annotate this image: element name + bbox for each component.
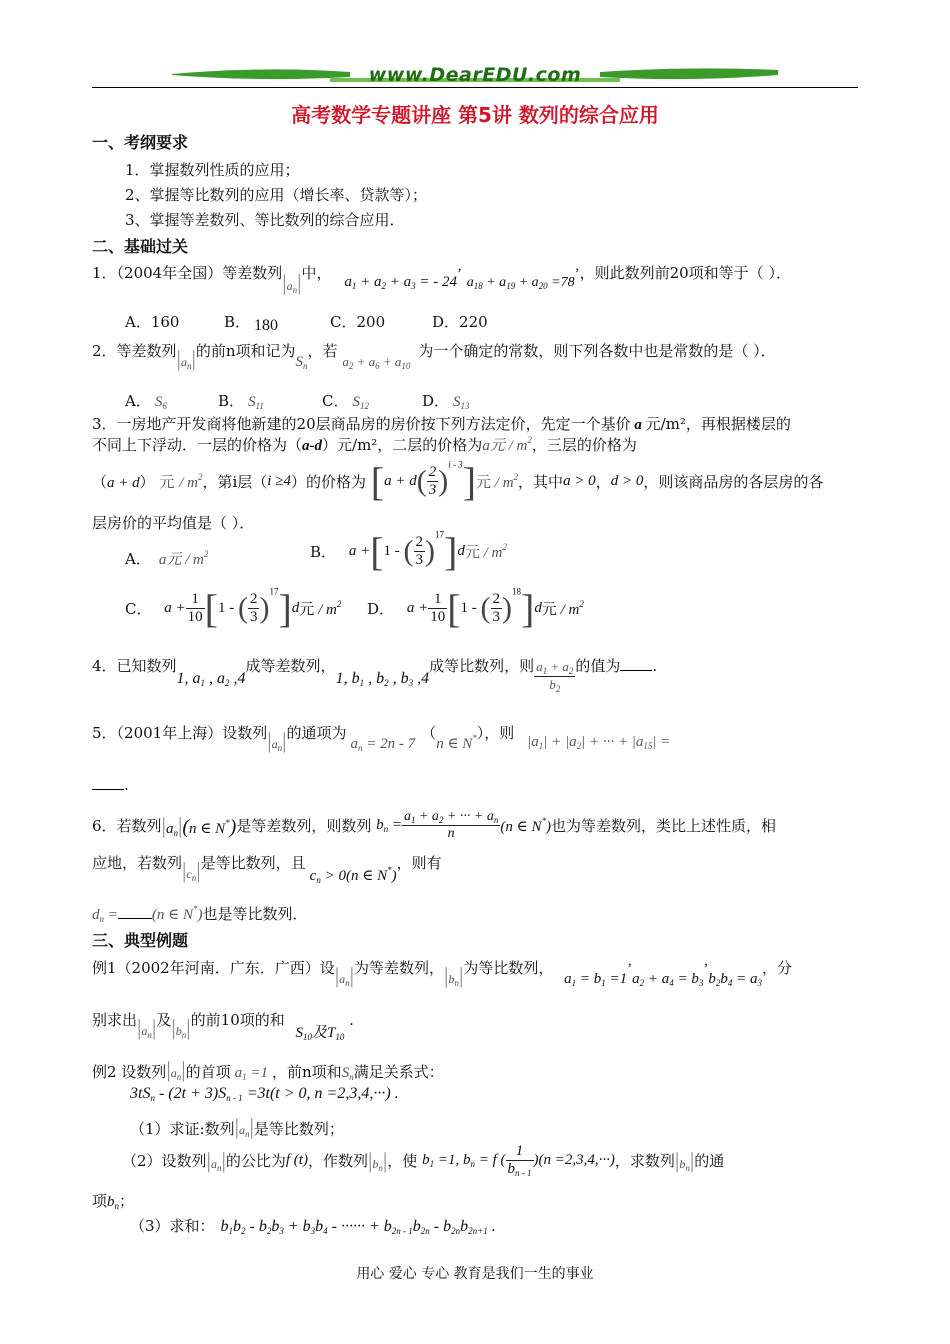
q2-option-d: D． $S_{13}$ xyxy=(422,392,470,411)
example-1-line-2: 别求出$_{|a_n|}$及$_{|b_n|}$的前10项的和 $S_{10}$及$T_{10}$ . xyxy=(92,1011,354,1042)
list-item: 3、掌握等差数列、等比数列的综合应用． xyxy=(125,211,405,229)
page-footer: 用心 爱心 专心 教育是我们一生的事业 xyxy=(356,1266,594,1282)
q1-option-b: B． 180 xyxy=(224,313,279,334)
question-6-line-2: 应地，若数列$_{|c_n|}$是等比数列，且$c_n > 0(n$ ∈ N*)，则有 xyxy=(92,854,442,885)
question-3-line-3: （a + d） 元 / $m^2$，第i层（i ≥4）的价格为 [a + d( $\frac{2}{3}$ )$^{i - 3}$]元 / $m^2$，其中a > 0，d > 0，则该商品房的各层房的各 xyxy=(92,459,824,504)
example-2-part-3: （3）求和： $b_1b_2 - b_2b_3 + b_3b_4$ - ······ + $b_{2n - 1}b_{2n} - b_{2n}b_{2n+1}$ . xyxy=(130,1217,496,1236)
q1-text-a: 1．（2004年全国）等差数列 xyxy=(92,264,283,282)
q2-option-a: A． $S_6$ xyxy=(125,392,167,411)
list-item: 1．掌握数列性质的应用； xyxy=(125,161,300,179)
logo-text: www.DearEDU.com xyxy=(368,64,582,86)
example-2-part-2-cont: 项$b_n$； xyxy=(92,1192,135,1211)
question-6-line-3: $d_n = (n$ ∈ N*)也是等比数列． xyxy=(92,904,308,924)
q5-answer-blank[interactable]: . xyxy=(92,776,129,794)
page-title: 高考数学专题讲座 第5讲 数列的综合应用 xyxy=(291,103,659,127)
question-2: 2．等差数列$_{|a_n|}$的前n项和记为$S_n$，若 $a_2 + a_6 + a_{10}$为一个确定的常数，则下列各数中也是常数的是（ ）． xyxy=(92,342,776,371)
q2-option-c: C． $S_{12}$ xyxy=(322,392,369,411)
q1-option-d: D．220 xyxy=(432,313,488,331)
question-3-line-2: 不同上下浮动．一层的价格为（a-d）元/m²，二层的价格为a元 / $m^2$，三层的价格为 xyxy=(92,435,637,454)
q1-text-b: 中， xyxy=(301,264,332,282)
q2-option-b: B． $S_{11}$ xyxy=(218,392,264,411)
section-heading-3: 三、典型例题 xyxy=(92,931,189,950)
question-5: 5．（2001年上海）设数列$_{|a_n|}$的通项为$a_n = 2n - 7(n$ ∈ N*），则 $|a_1| + |a_2|$ + ··· + $|a_{15}|$ = xyxy=(92,724,671,753)
q3-option-b: B． a +[1 - ( $\frac{2}{3}$ )$^{17}$]d元 / $m^2$ xyxy=(310,529,507,574)
example-2-line-1: 例2 设数列$|a_n|$的首项 $a_1 =1$ ，前n项和$S_n$满足关系式： xyxy=(92,1057,444,1082)
question-1: 1．（2004年全国）等差数列$_{|a_n|}$中， $a_1 + a_2 + a_3$ = - 24’ $a_{18} + a_{19} + a_{20} =78$’，则此数列前20项和等于（ ）． xyxy=(92,264,791,295)
q3-option-a: A． a元 / $m^2$ xyxy=(125,549,209,568)
question-6-line-1: 6．若数列$|a_n|(n$ ∈ N*)是等差数列，则数列 $b_n$ = $\frac{a_1 + a_2 + \cdot\cdot\cdot + a_n}{n}$ (n ∈ N*)也为等差数列，类比上述性质，相 xyxy=(92,809,776,841)
example-1-line-1: 例1（2002年河南．广东．广西）设$_{|a_n|}$为等差数列，$_{|b_n|}$为等比数列， $a_1 = b_1$ $=1’a_2 + a_4$ = $b_3’b_2b_4 = a_3$，分 xyxy=(92,959,793,988)
q3-option-c: C． a + $\frac{1}{10}$ [1 - ( $\frac{2}{3}$ )$^{17}$]d元 / $m^2$ xyxy=(125,586,342,631)
section-heading-1: 一、考纲要求 xyxy=(92,133,189,152)
section-heading-2: 二、基础过关 xyxy=(92,237,189,256)
question-4: 4．已知数列1, $a_1$ , $a_2$ ,4成等差数列，1, $b_1$ , $b_2$ , $b_3$ ,4成等比数列，则 $\frac{a_1 + a_2}{b_2}$ 的值为 . xyxy=(92,657,658,694)
question-3-line-4: 层房价的平均值是（ ）． xyxy=(92,514,255,532)
q1-option-c: C．200 xyxy=(330,313,386,331)
example-2-part-1: （1）求证:数列$|a_n|$是等比数列； xyxy=(130,1114,344,1139)
list-item: 2、掌握等比数列的应用（增长率、贷款等）； xyxy=(125,186,428,204)
example-2-part-2: （2）设数列$|a_n|$的公比为f (t)，作数列$|b_n|$，使 $b_1 =1$, $b_n = f$ ( $\frac{1}{b_{n - 1}}$ )(n =2,3,4,···)，求数列$|b_n|$的通 xyxy=(122,1143,725,1178)
example-2-formula: $3tS_n - (2t + 3)S_{n - 1} =3t(t > 0$, n =2,3,4,···) . xyxy=(130,1085,399,1103)
q1-text-c: ，则此数列前20项和等于（ ）． xyxy=(579,264,791,282)
question-3-line-1: 3．一房地产开发商将他新建的20层商品房的房价按下列方法定价，先定一个基价 a 元/m²，再根据楼层的 xyxy=(92,415,791,433)
q3-option-d: D． a + $\frac{1}{10}$ [1 - ( $\frac{2}{3}$ )$^{18}$]d元 / $m^2$ xyxy=(367,586,584,631)
q1-option-a: A．160 xyxy=(125,313,180,331)
header-rule xyxy=(92,87,858,88)
